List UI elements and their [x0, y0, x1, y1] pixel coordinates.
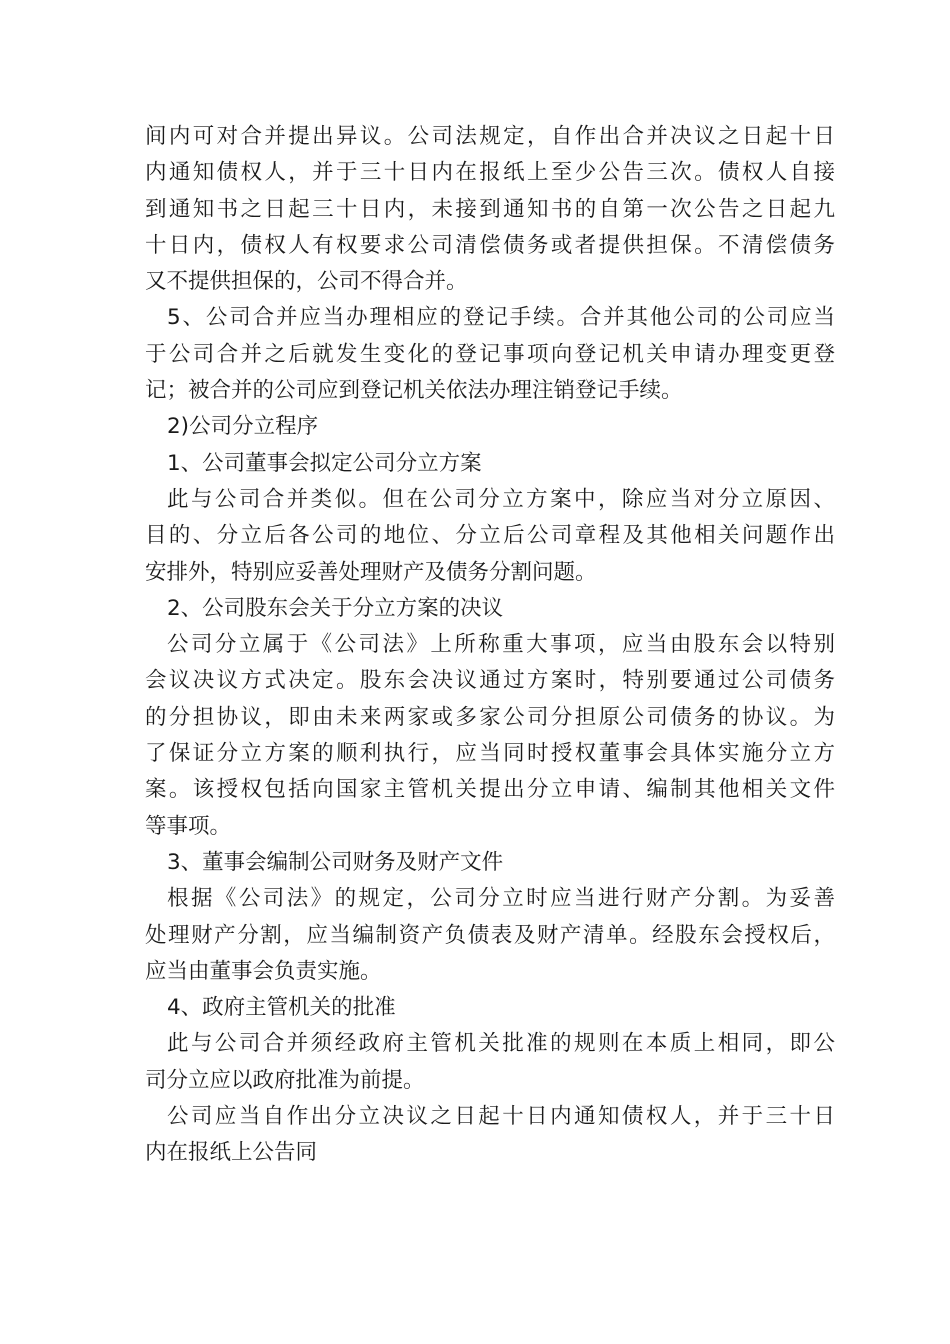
step-heading: 4、政府主管机关的批准	[167, 995, 396, 1021]
text-line: 又不提供担保的，公司不得合并。	[145, 269, 468, 295]
section-heading: 2)公司分立程序	[167, 414, 319, 440]
text-line: 司分立应以政府批准为前提。	[145, 1067, 425, 1093]
text-line: 等事项。	[145, 813, 232, 839]
text-line: 此与公司合并类似。但在公司分立方案中，除应当对分立原因、	[167, 486, 835, 512]
text-line: 十日内，债权人有权要求公司清偿债务或者提供担保。不清偿债务	[145, 232, 835, 258]
text-line: 根据《公司法》的规定，公司分立时应当进行财产分割。为妥善	[167, 886, 835, 912]
text-line: 公司应当自作出分立决议之日起十日内通知债权人，并于三十日	[167, 1104, 835, 1130]
text-line: 内在报纸上公告同	[145, 1140, 318, 1166]
text-line: 案。该授权包括向国家主管机关提出分立申请、编制其他相关文件	[145, 777, 835, 803]
text-line: 应当由董事会负责实施。	[145, 958, 382, 984]
text-line: 公司分立属于《公司法》上所称重大事项，应当由股东会以特别	[167, 632, 835, 658]
text-line: 此与公司合并须经政府主管机关批准的规则在本质上相同，即公	[167, 1031, 835, 1057]
text-line: 内通知债权人，并于三十日内在报纸上至少公告三次。债权人自接	[145, 160, 835, 186]
step-heading: 3、董事会编制公司财务及财产文件	[167, 849, 504, 875]
document-page	[145, 119, 835, 1172]
text-line: 安排外，特别应妥善处理财产及债务分割问题。	[145, 559, 597, 585]
text-line: 记；被合并的公司应到登记机关依法办理注销登记手续。	[145, 378, 683, 404]
text-line: 的分担协议，即由未来两家或多家公司分担原公司债务的协议。为	[145, 704, 835, 730]
text-line: 到通知书之日起三十日内，未接到通知书的自第一次公告之日起九	[145, 196, 835, 222]
text-line: 了保证分立方案的顺利执行，应当同时授权董事会具体实施分立方	[145, 741, 835, 767]
step-heading: 2、公司股东会关于分立方案的决议	[167, 595, 504, 621]
text-line: 处理财产分割，应当编制资产负债表及财产清单。经股东会授权后，	[145, 922, 835, 948]
text-line: 间内可对合并提出异议。公司法规定，自作出合并决议之日起十日	[145, 124, 835, 149]
text-line: 会议决议方式决定。股东会决议通过方案时，特别要通过公司债务	[145, 668, 835, 694]
text-line: 目的、分立后各公司的地位、分立后公司章程及其他相关问题作出	[145, 523, 835, 549]
step-heading: 1、公司董事会拟定公司分立方案	[167, 450, 482, 476]
text-line: 于公司合并之后就发生变化的登记事项向登记机关申请办理变更登	[145, 341, 835, 367]
text-line: 5、公司合并应当办理相应的登记手续。合并其他公司的公司应当	[167, 305, 835, 331]
